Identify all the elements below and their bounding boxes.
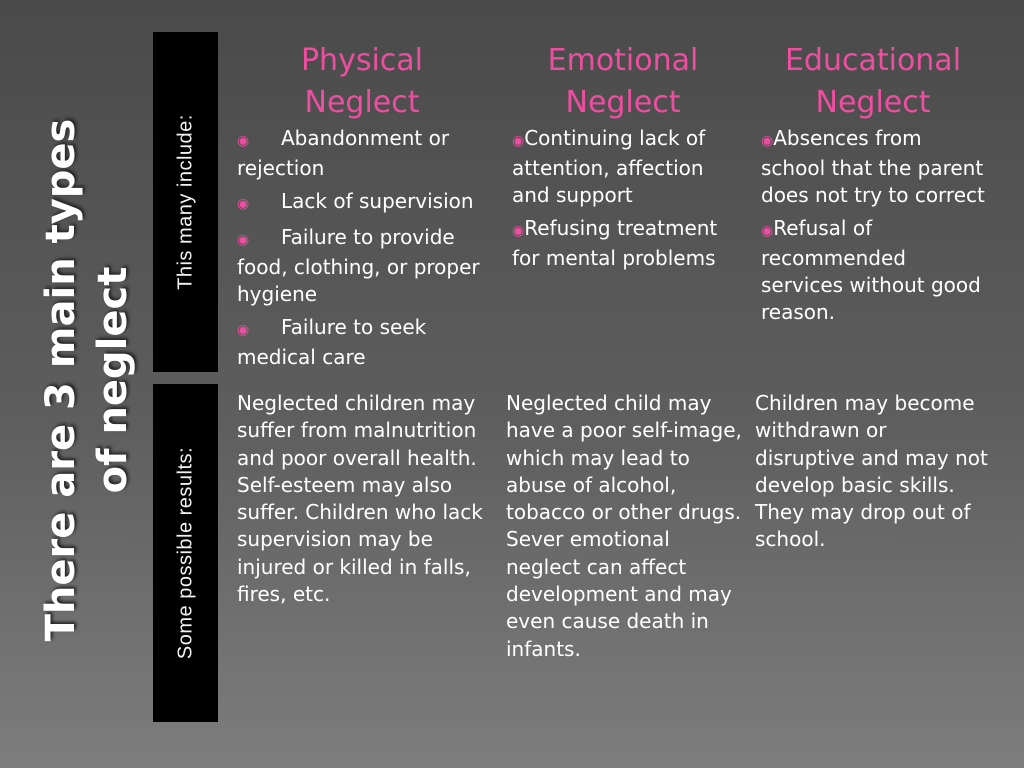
- bullet-text: Refusal of recommended services without good reason.: [761, 216, 981, 324]
- list-item: [761, 215, 987, 326]
- emotional-neglect-bullets: [512, 125, 742, 278]
- target-bullet-icon: ◉: [237, 196, 250, 212]
- educational-neglect-bullets: [761, 125, 987, 332]
- list-item: [512, 125, 742, 209]
- bullet-text: Refusing treatment for mental problems: [512, 216, 718, 270]
- bullet-text: Failure to provide food, clothing, or proper hygiene: [237, 225, 480, 306]
- target-bullet-icon: ◉: [512, 223, 525, 239]
- results-row-label-box: [153, 384, 218, 722]
- bullet-text: Failure to seek medical care: [237, 315, 427, 369]
- physical-neglect-header: [242, 40, 482, 124]
- target-bullet-icon: ◉: [761, 223, 774, 239]
- results-row-label: Some possible results:: [174, 446, 196, 660]
- header-line: Educational: [784, 43, 962, 78]
- header-line: Neglect: [565, 85, 681, 120]
- list-item: [761, 125, 987, 209]
- emotional-neglect-result: Neglected child may have a poor self-image, which may lead to abuse of alcohol, tobacco or other drugs. Sever emotional neglect can affect development and may even cause death in infants.: [506, 391, 742, 661]
- bullet-text: Lack of supervision: [281, 189, 474, 213]
- educational-neglect-result: Children may become withdrawn or disruptive and may not develop basic skills. They may drop out of school.: [755, 391, 988, 552]
- header-line: Neglect: [815, 85, 931, 120]
- target-bullet-icon: ◉: [761, 133, 774, 149]
- educational-neglect-header: [753, 40, 993, 124]
- target-bullet-icon: ◉: [512, 133, 525, 149]
- target-bullet-icon: ◉: [237, 133, 250, 149]
- emotional-neglect-header: [503, 40, 743, 124]
- bullet-text: Abandonment or rejection: [237, 126, 450, 180]
- physical-neglect-result: Neglected children may suffer from malnutrition and poor overall health. Self-esteem may also suffer. Children who lack supervision may be injured or killed in falls, fires, etc.: [237, 391, 483, 607]
- header-line: Physical: [300, 43, 424, 78]
- target-bullet-icon: ◉: [237, 322, 250, 338]
- list-item: [237, 188, 499, 218]
- list-item: [237, 224, 499, 308]
- physical-neglect-bullets: [237, 125, 499, 377]
- list-item: [237, 125, 499, 182]
- slide-title-text: There are 3 main types of neglect: [38, 118, 136, 642]
- includes-row-label-box: [153, 32, 218, 372]
- header-line: Neglect: [304, 85, 420, 120]
- bullet-text: Absences from school that the parent does not try to correct: [761, 126, 985, 207]
- target-bullet-icon: ◉: [237, 232, 250, 248]
- list-item: [512, 215, 742, 272]
- list-item: [237, 314, 499, 371]
- includes-row-label: This many include:: [174, 114, 196, 290]
- bullet-text: Continuing lack of attention, affection and support: [512, 126, 706, 207]
- header-line: Emotional: [547, 43, 699, 78]
